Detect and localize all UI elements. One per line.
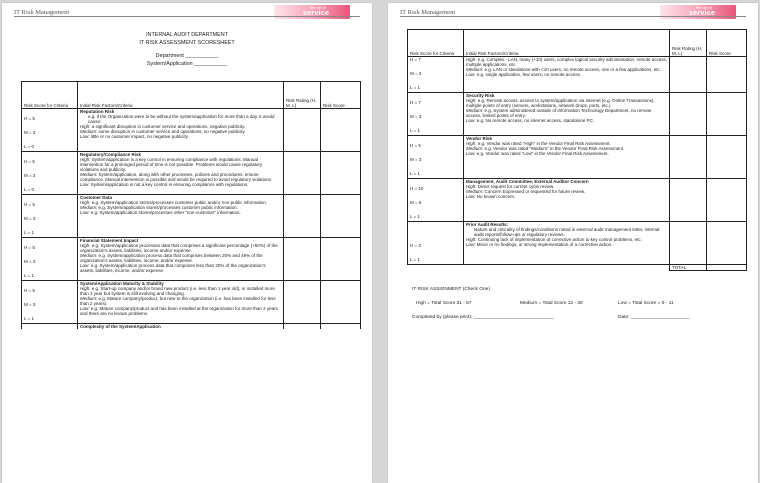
criteria-item bbox=[80, 172, 281, 182]
score-value: H = 5 bbox=[24, 245, 35, 250]
risk-score-cell[interactable] bbox=[321, 324, 361, 330]
score-value: H = 5 bbox=[24, 288, 35, 293]
score-value: M = 3 bbox=[410, 71, 422, 76]
risk-section-row bbox=[408, 222, 747, 265]
criteria-text: e.g. Start-up company and/or brand new product (i.e. less than 1 year old), or installed more than 1 year but system is still evolving and changing. bbox=[80, 286, 275, 296]
criteria-level-label: Low: bbox=[466, 242, 476, 247]
criteria-cell bbox=[464, 222, 670, 265]
risk-score-cell[interactable] bbox=[707, 222, 747, 265]
criteria-level-label: High: bbox=[80, 124, 91, 129]
category-intro: Nature and criticality of findings/conditions noted in external audit management letter, internal audit reports/follow-ups or regulatory reviews. bbox=[474, 227, 660, 237]
category-intro: e.g. if the Organization were to be without the system/application for more than a day, it would cause: bbox=[88, 114, 275, 124]
total-score-cell[interactable] bbox=[707, 265, 747, 271]
category-title: Financial Statement Impact bbox=[80, 238, 139, 243]
col-factors-header: Initial Risk Factors/Criteria bbox=[464, 30, 670, 57]
total-row bbox=[408, 265, 747, 271]
score-value: M = 3 bbox=[24, 259, 36, 264]
score-value: H = 5 bbox=[24, 116, 35, 121]
rating-cell[interactable] bbox=[284, 152, 321, 195]
score-cell bbox=[22, 238, 78, 281]
score-value: H = 3 bbox=[410, 243, 421, 248]
criteria-text: e.g. System/application processes data that comprises a significant percentage (+50%) of the organization's assets, liabilities, income and/or expense. bbox=[80, 243, 278, 253]
score-value: L = 1 bbox=[24, 273, 34, 278]
logo-line1: the art of bbox=[696, 5, 712, 10]
criteria-level-label: High: bbox=[466, 184, 477, 189]
criteria-text: e.g. System/application stores/processes other "non-customer" information. bbox=[90, 210, 241, 215]
criteria-item bbox=[466, 194, 667, 199]
criteria-text: e.g. Vendor was rated "Low" in the Vendor Final Risk Assessment. bbox=[476, 151, 609, 156]
criteria-level-label: High: bbox=[466, 98, 477, 103]
criteria-level-label: Medium: bbox=[80, 253, 98, 258]
criteria-text: e.g. System/application stores/processes customer public and/or non-public information. bbox=[91, 200, 268, 205]
document-page-2 bbox=[388, 3, 758, 483]
criteria-text: e.g. Mature company/product and has been installed at the organization for more than 2 years and there are no known problems. bbox=[80, 306, 278, 316]
criteria-text: Minor or no findings, or strong implementation of a corrective action. bbox=[476, 242, 613, 247]
score-value: M = 3 bbox=[24, 130, 36, 135]
criteria-cell bbox=[78, 195, 284, 238]
risk-score-cell[interactable] bbox=[321, 109, 361, 152]
rating-cell[interactable] bbox=[670, 57, 707, 93]
score-value: L = 1 bbox=[410, 85, 420, 90]
criteria-item bbox=[80, 263, 281, 273]
risk-section-row bbox=[408, 136, 747, 179]
criteria-item bbox=[80, 243, 281, 253]
criteria-level-label: Medium: bbox=[466, 189, 484, 194]
rating-cell[interactable] bbox=[670, 179, 707, 222]
criteria-level-label: High: bbox=[80, 157, 91, 162]
score-value: L = 1 bbox=[410, 171, 420, 176]
logo-line2: service bbox=[303, 10, 330, 17]
rating-cell[interactable] bbox=[670, 93, 707, 136]
criteria-item bbox=[80, 286, 281, 296]
rating-cell[interactable] bbox=[670, 222, 707, 265]
score-value bbox=[410, 229, 461, 236]
col-rating-header: Risk Rating (H, M, L) bbox=[670, 30, 707, 57]
criteria-text: e.g. single application, few users, no remote access. bbox=[476, 72, 582, 77]
score-cell bbox=[408, 179, 464, 222]
risk-score-cell[interactable] bbox=[707, 136, 747, 179]
score-value: H = 5 bbox=[410, 143, 421, 148]
criteria-text: e.g. Complex - LAN, many (+10) users, complex logical security administration, remote access, multiple applications, etc. bbox=[466, 57, 667, 67]
score-value: L = 1 bbox=[410, 128, 420, 133]
total-spacer bbox=[408, 265, 670, 271]
category-title: Security Risk bbox=[466, 93, 495, 98]
criteria-level-label: Medium: bbox=[466, 146, 484, 151]
score-value: L = 1 bbox=[410, 214, 420, 219]
criteria-level-label: Medium: bbox=[80, 296, 98, 301]
assignment-low: Low = Total Score = 0 - 11 bbox=[618, 301, 674, 306]
col-riskscore-header: Risk Score bbox=[707, 30, 747, 57]
completed-by-field: Completed by (please print): ______________________________ bbox=[412, 315, 554, 320]
criteria-item bbox=[466, 242, 667, 247]
assignment-high: High = Total Score 31 - 57 bbox=[416, 301, 472, 306]
risk-section-row bbox=[22, 324, 361, 330]
logo-line2: service bbox=[689, 10, 716, 17]
risk-section-row bbox=[22, 238, 361, 281]
criteria-cell bbox=[78, 238, 284, 281]
criteria-text: little or no customer impact, no negative publicity. bbox=[90, 134, 189, 139]
header-rule bbox=[400, 16, 746, 17]
criteria-text: System/application, along with other processes, policies and procedures, ensure compliance. Manual intervention is possible and would be required to avoid regulatory violations. bbox=[80, 172, 273, 182]
criteria-level-label: High: bbox=[466, 141, 477, 146]
criteria-cell bbox=[78, 324, 284, 330]
logo-line1: the art of bbox=[310, 5, 326, 10]
table-header-row bbox=[408, 30, 747, 57]
criteria-cell bbox=[78, 109, 284, 152]
risk-section-row bbox=[408, 179, 747, 222]
criteria-cell bbox=[464, 136, 670, 179]
category-title: System/Application Maturity & Stability bbox=[80, 281, 164, 286]
score-value: L = 0 bbox=[24, 144, 34, 149]
criteria-level-label: High: bbox=[466, 57, 477, 62]
criteria-text: Concern Expressed or requested for future review. bbox=[484, 189, 586, 194]
criteria-level-label: Low: bbox=[466, 118, 476, 123]
criteria-level-label: Medium: bbox=[80, 172, 98, 177]
risk-score-cell[interactable] bbox=[707, 93, 747, 136]
risk-score-cell[interactable] bbox=[707, 57, 747, 93]
criteria-level-label: Low: bbox=[80, 210, 90, 215]
criteria-text: Direct request for current cycle review. bbox=[477, 184, 555, 189]
score-value: M = 5 bbox=[410, 200, 422, 205]
score-cell bbox=[408, 57, 464, 93]
criteria-item bbox=[80, 157, 281, 172]
criteria-text: System/application is a key control in ensuring compliance with regulations. Manual intervention for a prolonged period of time is not possible. Problems would cause regulatory violations and publicity. bbox=[80, 157, 263, 172]
score-cell bbox=[22, 195, 78, 238]
category-title: Regulatory/Compliance Risk bbox=[80, 152, 142, 157]
criteria-item bbox=[80, 134, 281, 139]
score-cell bbox=[408, 136, 464, 179]
category-title: Complexity of the System/Application bbox=[80, 324, 161, 329]
assignment-title: IT RISK ASSIGNMENT (Check One) bbox=[412, 287, 490, 292]
score-value: H = 7 bbox=[410, 100, 421, 105]
score-value: M = 3 bbox=[24, 173, 36, 178]
criteria-level-label: Medium: bbox=[466, 108, 484, 113]
risk-section-row bbox=[22, 281, 361, 324]
criteria-level-label: Medium: bbox=[80, 205, 98, 210]
criteria-text: e.g. Vendor was rated "Medium" in the Vendor Final Risk Assessment. bbox=[484, 146, 625, 151]
criteria-text: e.g. System/application process data that comprises less than 20% of the organization's assets, liabilities, income, and/or expense. bbox=[80, 263, 266, 273]
criteria-level-label: Low: bbox=[80, 182, 90, 187]
header-rule bbox=[14, 16, 360, 17]
table-header-row bbox=[22, 82, 361, 109]
criteria-level-label: High: bbox=[80, 286, 91, 291]
page-header-title: IT Risk Management bbox=[14, 9, 70, 16]
score-value: H = 5 bbox=[24, 159, 35, 164]
score-value: L = 1 bbox=[410, 257, 420, 262]
rating-cell[interactable] bbox=[284, 324, 321, 330]
score-value: L = 0 bbox=[24, 187, 34, 192]
risk-section-row bbox=[22, 195, 361, 238]
criteria-cell bbox=[464, 179, 670, 222]
score-cell bbox=[408, 222, 464, 265]
rating-cell[interactable] bbox=[284, 238, 321, 281]
criteria-level-label: Low: bbox=[466, 194, 476, 199]
risk-section-row bbox=[22, 109, 361, 152]
criteria-cell bbox=[464, 93, 670, 136]
criteria-item bbox=[80, 296, 281, 306]
criteria-level-label: Medium: bbox=[466, 67, 484, 72]
criteria-item bbox=[80, 210, 281, 215]
risk-score-cell[interactable] bbox=[321, 281, 361, 324]
criteria-level-label: Low: bbox=[80, 306, 90, 311]
criteria-text: e.g. System/application stores/processes customer public information. bbox=[98, 205, 238, 210]
score-value: M = 3 bbox=[410, 114, 422, 119]
criteria-item bbox=[80, 182, 281, 187]
risk-score-cell[interactable] bbox=[321, 195, 361, 238]
criteria-text: e.g. LAN or standalone with <10 users, no remote access, one or a few applications, etc. bbox=[484, 67, 662, 72]
criteria-cell bbox=[464, 57, 670, 93]
criteria-item bbox=[466, 98, 667, 108]
col-riskscore-header: Risk Score bbox=[321, 82, 361, 109]
risk-table-left bbox=[21, 81, 361, 329]
department-field: Department ___________ bbox=[155, 53, 219, 59]
score-value: L = 1 bbox=[24, 230, 34, 235]
criteria-item bbox=[80, 306, 281, 316]
criteria-item bbox=[466, 72, 667, 77]
score-value: H = 7 bbox=[410, 57, 421, 62]
document-page-1 bbox=[2, 3, 372, 483]
system-field: System/Application ___________ bbox=[146, 61, 228, 67]
criteria-level-label: High: bbox=[80, 200, 91, 205]
score-cell bbox=[408, 93, 464, 136]
criteria-cell bbox=[78, 281, 284, 324]
criteria-level-label: Low: bbox=[80, 263, 90, 268]
criteria-text: e.g. Vendor was rated "High" in the Vendor Final Risk Assessment. bbox=[477, 141, 611, 146]
rating-cell[interactable] bbox=[670, 136, 707, 179]
criteria-level-label: Medium: bbox=[80, 129, 98, 134]
criteria-text: e.g. System administered outside of Information Technology Department, no remote access, limited points of entry. bbox=[466, 108, 652, 118]
criteria-level-label: High: bbox=[80, 243, 91, 248]
assignment-medium: Medium = Total Score 12 - 30 bbox=[520, 301, 583, 306]
risk-section-row bbox=[408, 57, 747, 93]
criteria-item bbox=[466, 118, 667, 123]
total-label: TOTAL bbox=[670, 265, 707, 271]
risk-section-row bbox=[22, 152, 361, 195]
criteria-text: some disruption in customer service and operations, no negative publicity. bbox=[98, 129, 246, 134]
score-value: H = 5 bbox=[24, 202, 35, 207]
rating-cell[interactable] bbox=[284, 195, 321, 238]
criteria-text: No known concern. bbox=[476, 194, 516, 199]
score-value: H = 10 bbox=[410, 186, 424, 191]
category-title: Customer Data bbox=[80, 195, 113, 200]
criteria-text: Continuing lack of implementation of corrective action to key control problems, etc. bbox=[477, 237, 642, 242]
criteria-item bbox=[466, 57, 667, 67]
category-title: Reputation Risk bbox=[80, 109, 115, 114]
score-cell bbox=[22, 324, 78, 330]
criteria-level-label: High: bbox=[466, 237, 477, 242]
col-factors-header: Initial Risk Factors/Criteria bbox=[78, 82, 284, 109]
col-score-header: Risk Score for Criteria bbox=[408, 30, 464, 57]
score-value: M = 3 bbox=[24, 216, 36, 221]
category-title: Prior Audit Results: bbox=[466, 222, 509, 227]
score-value: M = 3 bbox=[24, 302, 36, 307]
rating-cell[interactable] bbox=[284, 281, 321, 324]
category-title: Vendor Risk bbox=[466, 136, 493, 141]
criteria-text: e.g. No remote access, no internet access, standalone PC. bbox=[476, 118, 595, 123]
criteria-text: System/application is not a key control in ensuring compliance with regulations. bbox=[90, 182, 249, 187]
score-value: L = 1 bbox=[24, 316, 34, 321]
criteria-text: e.g. System/application process data that comprises between 20% and 49% of the organization's assets, liabilities, income, and/or expense. bbox=[80, 253, 263, 263]
risk-score-cell[interactable] bbox=[321, 238, 361, 281]
date-field: Date: ______________________ bbox=[618, 315, 690, 320]
doc-title: IT RISK ASSESSMENT SCORESHEET bbox=[139, 40, 235, 46]
criteria-text: e.g. Remote access, access to system/application via internet (e.g. Online Transactions), multiple points of entry (servers, workstations, network drops, ports, etc.) bbox=[466, 98, 655, 108]
score-cell bbox=[22, 109, 78, 152]
risk-section-row bbox=[408, 93, 747, 136]
criteria-item bbox=[80, 253, 281, 263]
criteria-cell bbox=[78, 152, 284, 195]
criteria-text: a significant disruption in customer service and operations, negative publicity. bbox=[91, 124, 246, 129]
category-title: Management, Audit Committee, External Auditor Concern bbox=[466, 179, 589, 184]
criteria-item bbox=[466, 108, 667, 118]
rating-cell[interactable] bbox=[284, 109, 321, 152]
score-cell bbox=[22, 152, 78, 195]
col-score-header: Risk Score for Criteria bbox=[22, 82, 78, 109]
criteria-level-label: Low: bbox=[80, 134, 90, 139]
criteria-item bbox=[466, 151, 667, 156]
criteria-level-label: Low: bbox=[466, 151, 476, 156]
risk-score-cell[interactable] bbox=[321, 152, 361, 195]
risk-table-right bbox=[407, 29, 747, 271]
dept-title: INTERNAL AUDIT DEPARTMENT bbox=[146, 32, 228, 38]
score-cell bbox=[22, 281, 78, 324]
page-header-title: IT Risk Management bbox=[400, 9, 456, 16]
col-rating-header: Risk Rating (H, M, L) bbox=[284, 82, 321, 109]
risk-score-cell[interactable] bbox=[707, 179, 747, 222]
criteria-text: e.g. Mature company/product, but new to the organization (i.e. has been installed for less than 2 years). bbox=[80, 296, 276, 306]
score-value: M = 3 bbox=[410, 157, 422, 162]
criteria-level-label: Low: bbox=[466, 72, 476, 77]
